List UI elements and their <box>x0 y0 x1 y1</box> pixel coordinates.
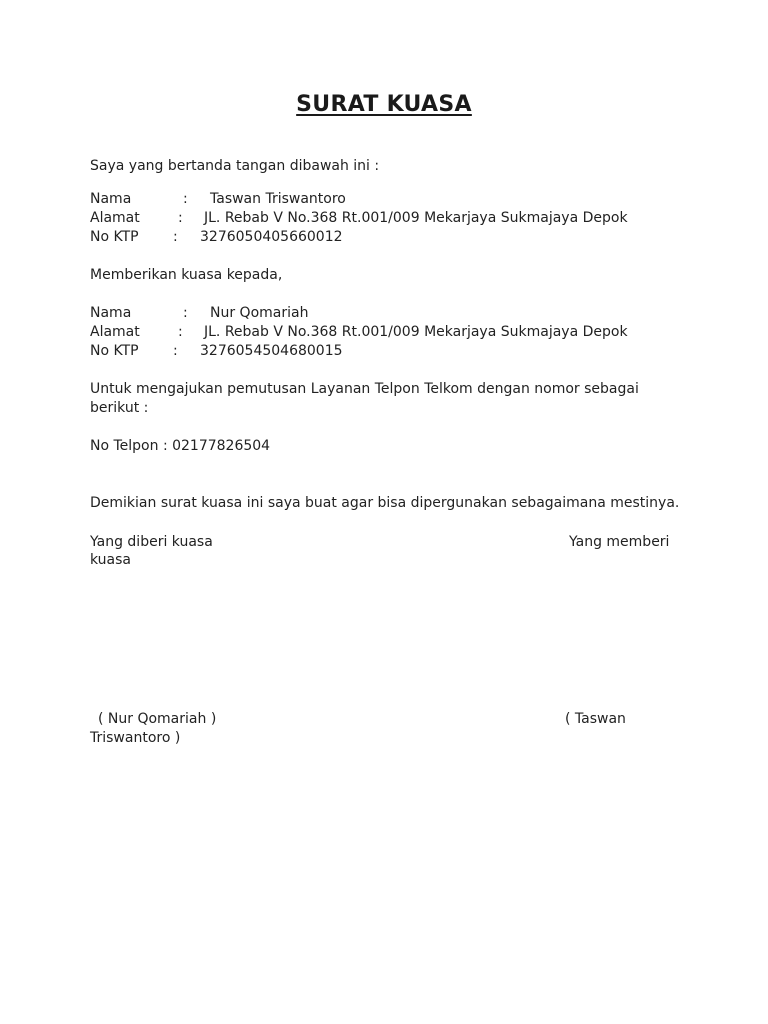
penerima-alamat-value: JL. Rebab V No.368 Rt.001/009 Mekarjaya Sukmajaya Depok <box>204 324 628 340</box>
penerima-ktp-value: 3276054504680015 <box>200 343 343 359</box>
memberikan-text: Memberikan kuasa kepada, <box>90 267 283 283</box>
closing-text: Demikian surat kuasa ini saya buat agar bisa dipergunakan sebagaimana mestinya. <box>90 495 680 511</box>
penerima-nama-value: Nur Qomariah <box>210 305 309 321</box>
signature-right-name-line-1: ( Taswan <box>565 711 626 727</box>
pemberi-nama-label: Nama <box>90 191 132 207</box>
purpose-line-2: berikut : <box>90 400 149 416</box>
signature-right-role-line-2: kuasa <box>90 552 132 568</box>
signature-left-role: Yang diberi kuasa <box>90 534 213 550</box>
penerima-ktp-label: No KTP <box>90 343 139 359</box>
pemberi-alamat-label: Alamat <box>90 210 140 226</box>
pemberi-alamat-value: JL. Rebab V No.368 Rt.001/009 Mekarjaya Sukmajaya Depok <box>204 210 628 226</box>
signature-left-name: ( Nur Qomariah ) <box>98 711 217 727</box>
signature-right-role-line-1: Yang memberi <box>569 534 670 550</box>
document-title: SURAT KUASA <box>296 92 472 117</box>
telpon-line: No Telpon : 02177826504 <box>90 438 271 454</box>
pemberi-ktp-colon: : <box>173 229 178 245</box>
penerima-alamat-colon: : <box>178 324 183 340</box>
pemberi-nama-colon: : <box>183 191 188 207</box>
intro-text: Saya yang bertanda tangan dibawah ini : <box>90 158 380 174</box>
signature-right-name-line-2: Triswantoro ) <box>90 730 181 746</box>
pemberi-alamat-colon: : <box>178 210 183 226</box>
penerima-nama-colon: : <box>183 305 188 321</box>
penerima-alamat-label: Alamat <box>90 324 140 340</box>
pemberi-nama-value: Taswan Triswantoro <box>210 191 346 207</box>
penerima-ktp-colon: : <box>173 343 178 359</box>
pemberi-ktp-label: No KTP <box>90 229 139 245</box>
penerima-nama-label: Nama <box>90 305 132 321</box>
purpose-line-1: Untuk mengajukan pemutusan Layanan Telpon Telkom dengan nomor sebagai <box>90 381 639 397</box>
pemberi-ktp-value: 3276050405660012 <box>200 229 343 245</box>
